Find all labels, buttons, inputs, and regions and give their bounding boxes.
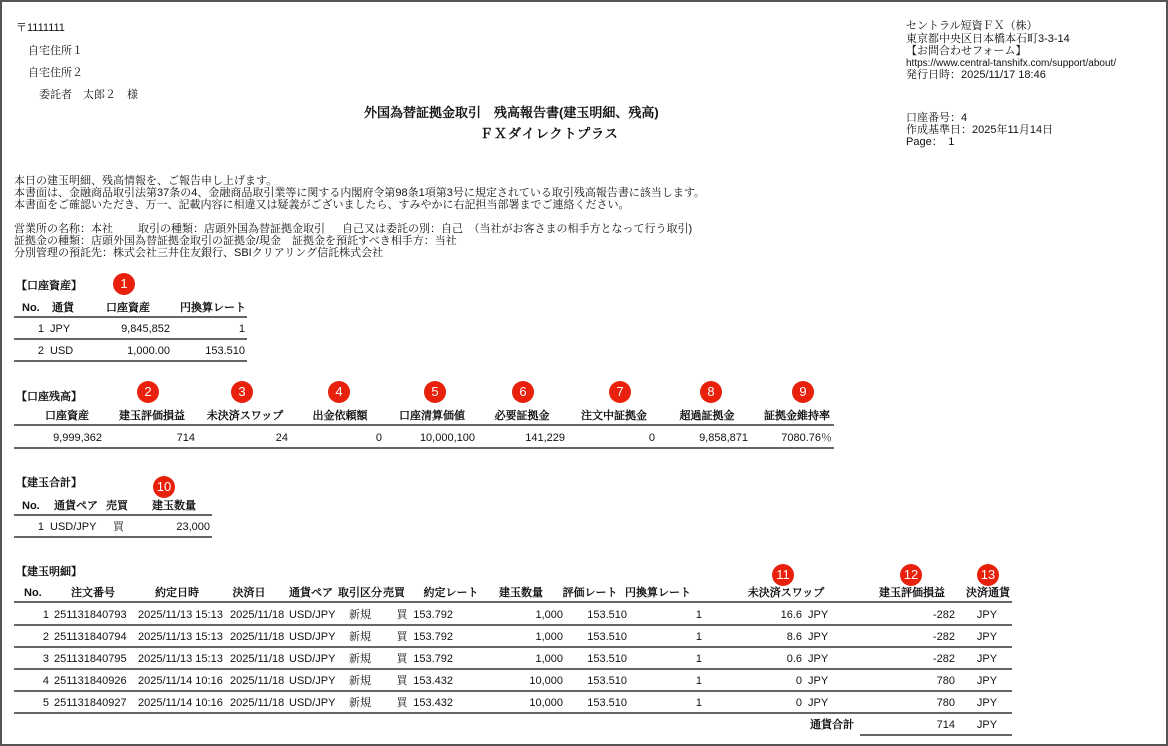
annotation-badge-11: 11: [772, 564, 794, 586]
assets-cell: 9,845,852: [121, 323, 170, 335]
positions-cell: 153.792: [413, 609, 453, 621]
positions-cell: 1: [695, 675, 702, 687]
position-total-cell: 買: [113, 521, 124, 533]
currency-total-value: 714: [936, 719, 955, 731]
base-date: 作成基準日：2025年11月14日: [906, 124, 1054, 136]
position-total-cell: USD/JPY: [50, 521, 97, 533]
balance-header-cell: 口座資産: [45, 410, 89, 422]
positions-cell: 153.792: [413, 653, 453, 665]
positions-cell: JPY: [808, 653, 829, 665]
positions-cell: 2025/11/18: [230, 675, 285, 687]
annotation-badge-3: 3: [231, 381, 253, 403]
positions-cell: 251131840794: [54, 631, 127, 643]
positions-cell: 153.510: [587, 631, 627, 643]
positions-cell: JPY: [808, 697, 829, 709]
positions-cell: -282: [932, 609, 955, 621]
balance-header-cell: 口座清算価値: [399, 410, 465, 422]
assets-cell: USD: [50, 345, 74, 357]
table-rule: [14, 514, 212, 516]
position-total-header-cell: 建玉数量: [152, 500, 196, 512]
balance-header-cell: 証拠金維持率: [764, 410, 830, 422]
positions-header-cell: 円換算レート: [625, 587, 691, 599]
positions-cell: JPY: [976, 675, 998, 687]
positions-cell: 3: [42, 653, 49, 665]
table-rule: [14, 316, 247, 318]
positions-cell: 8.6: [786, 631, 802, 643]
recipient-name: 委託者 太郎２ 様: [39, 89, 138, 101]
balance-value-cell: 714: [176, 432, 195, 444]
intro-line: 本書面をご確認いただき、万一、記載内容に相違又は疑義がございましたら、すみやかに右記担当部署までご連絡ください。: [14, 199, 630, 211]
positions-cell: 153.510: [587, 609, 627, 621]
table-rule: [14, 536, 212, 538]
annotation-badge-1: 1: [113, 273, 135, 295]
positions-cell: 買: [396, 697, 408, 709]
assets-header-cell: 円換算レート: [180, 302, 246, 314]
positions-cell: 780: [936, 675, 955, 687]
assets-header-cell: 口座資産: [106, 302, 150, 314]
positions-header-cell: 未決済スワップ: [747, 587, 825, 599]
currency-total-label: 通貨合計: [810, 719, 854, 731]
annotation-badge-4: 4: [328, 381, 350, 403]
annotation-badge-13: 13: [977, 564, 999, 586]
positions-cell: 10,000: [529, 697, 563, 709]
positions-cell: 2025/11/13 15:13: [138, 631, 223, 643]
table-rule: [14, 712, 1012, 714]
positions-header-cell: 建玉評価損益: [879, 587, 945, 599]
trade-type: 取引の種類：店頭外国為替証拠金取引: [138, 223, 325, 235]
company-name: セントラル短資ＦＸ（株）: [906, 20, 1038, 32]
positions-cell: 1: [695, 653, 702, 665]
balance-value-cell: 7080.76％: [781, 432, 832, 444]
table-rule: [14, 646, 1012, 648]
currency-total-currency: JPY: [976, 719, 998, 731]
positions-cell: 153.510: [587, 697, 627, 709]
annotation-badge-8: 8: [700, 381, 722, 403]
positions-cell: JPY: [808, 675, 829, 687]
page-number: Page： 1: [906, 136, 955, 148]
annotation-badge-6: 6: [512, 381, 534, 403]
positions-cell: 251131840793: [54, 609, 127, 621]
positions-cell: 2025/11/18: [230, 697, 285, 709]
positions-cell: JPY: [976, 697, 998, 709]
positions-cell: 2025/11/13 15:13: [138, 653, 223, 665]
custodian: 分別管理の預託先：株式会社三井住友銀行、SBIクリアリング信託株式会社: [14, 247, 384, 259]
positions-cell: 新規: [349, 631, 371, 643]
positions-header-cell: 取引区分: [338, 587, 382, 599]
positions-cell: 新規: [349, 675, 371, 687]
positions-cell: 2025/11/14 10:16: [138, 697, 223, 709]
positions-cell: 1: [695, 631, 702, 643]
positions-cell: 16.6: [780, 609, 802, 621]
balance-header-cell: 必要証拠金: [494, 410, 550, 422]
positions-cell: USD/JPY: [289, 609, 336, 621]
positions-cell: 10,000: [529, 675, 563, 687]
positions-cell: 2025/11/18: [230, 631, 285, 643]
position-total-header-cell: 通貨ペア: [54, 500, 98, 512]
balance-header-cell: 出金依頼額: [312, 410, 368, 422]
table-rule: [14, 338, 247, 340]
positions-cell: 5: [42, 697, 49, 709]
positions-cell: 780: [936, 697, 955, 709]
positions-cell: JPY: [976, 609, 998, 621]
report-subtitle: ＦＸダイレクトプラス: [480, 126, 619, 141]
positions-cell: 2025/11/13 15:13: [138, 609, 223, 621]
balance-header-cell: 超過証拠金: [679, 410, 735, 422]
annotation-badge-12: 12: [900, 564, 922, 586]
balance-value-cell: 10,000,100: [419, 432, 475, 444]
table-rule: [14, 601, 1012, 603]
positions-cell: 1: [42, 609, 49, 621]
positions-cell: USD/JPY: [289, 675, 336, 687]
account-number: 口座番号：4: [906, 112, 968, 124]
balance-value-cell: 24: [275, 432, 288, 444]
positions-header-cell: 通貨ペア: [289, 587, 333, 599]
positions-header-cell: 建玉数量: [499, 587, 543, 599]
assets-header-cell: No.: [22, 302, 40, 314]
self-or-consign: 自己又は委託の別：自己 （当社がお客さまの相手方となって行う取引): [342, 223, 693, 235]
position-total-header-cell: 売買: [106, 500, 128, 512]
positions-cell: 0: [795, 697, 802, 709]
assets-cell: 1,000.00: [127, 345, 170, 357]
position-total-header-cell: No.: [22, 500, 40, 512]
table-rule: [860, 734, 1012, 736]
positions-header-cell: 決済日: [232, 587, 266, 599]
balance-value-cell: 141,229: [525, 432, 565, 444]
table-rule: [14, 668, 1012, 670]
positions-cell: 1: [695, 697, 702, 709]
assets-header-cell: 通貨: [52, 302, 74, 314]
positions-cell: 2: [42, 631, 49, 643]
positions-cell: 153.792: [413, 631, 453, 643]
annotation-badge-9: 9: [792, 381, 814, 403]
positions-cell: 1,000: [535, 609, 563, 621]
positions-cell: 買: [396, 675, 408, 687]
annotation-badge-5: 5: [424, 381, 446, 403]
positions-cell: 買: [396, 609, 408, 621]
positions-cell: 2025/11/14 10:16: [138, 675, 223, 687]
assets-cell: 1: [37, 323, 44, 335]
positions-cell: USD/JPY: [289, 697, 336, 709]
office-name: 営業所の名称：本社: [14, 223, 113, 235]
positions-cell: 153.432: [413, 697, 453, 709]
report-title: 外国為替証拠金取引 残高報告書(建玉明細、残高): [364, 105, 659, 120]
positions-cell: -282: [932, 653, 955, 665]
positions-cell: 1,000: [535, 631, 563, 643]
positions-cell: 1: [695, 609, 702, 621]
balance-value-cell: 9,999,362: [53, 432, 102, 444]
positions-header-cell: 注文番号: [71, 587, 115, 599]
balance-value-cell: 9,858,871: [699, 432, 748, 444]
contact-label: 【お問合わせフォーム】: [906, 45, 1027, 57]
positions-cell: 153.510: [587, 675, 627, 687]
positions-cell: USD/JPY: [289, 631, 336, 643]
positions-header-cell: 決済通貨: [966, 587, 1010, 599]
positions-cell: 0.6: [786, 653, 802, 665]
positions-cell: 買: [396, 653, 408, 665]
position-total-cell: 1: [37, 521, 44, 533]
positions-cell: JPY: [976, 653, 998, 665]
annotation-badge-10: 10: [153, 476, 175, 498]
assets-cell: 1: [238, 323, 245, 335]
company-address: 東京都中央区日本橋本石町3-3-14: [906, 33, 1070, 45]
positions-cell: JPY: [976, 631, 998, 643]
table-rule: [14, 360, 247, 362]
positions-cell: JPY: [808, 609, 829, 621]
table-rule: [14, 624, 1012, 626]
positions-cell: 251131840926: [54, 675, 127, 687]
positions-header-cell: 評価レート: [562, 587, 618, 599]
annotation-badge-7: 7: [609, 381, 631, 403]
positions-cell: USD/JPY: [289, 653, 336, 665]
balance-header-cell: 未決済スワップ: [206, 410, 284, 422]
positions-header-cell: No.: [24, 587, 42, 599]
balance-value-cell: 0: [375, 432, 382, 444]
positions-cell: 1,000: [535, 653, 563, 665]
postal-code: 〒1111111: [16, 22, 65, 34]
positions-cell: 2025/11/18: [230, 609, 285, 621]
intro-line: 本書面は、金融商品取引法第37条の4、金融商品取引業等に関する内閣府令第98条1項第3号に規定されている取引残高報告書に該当します。: [14, 187, 705, 199]
positions-cell: 新規: [349, 653, 371, 665]
issued-datetime: 発行日時：2025/11/17 18:46: [906, 69, 1046, 81]
balance-value-cell: 0: [648, 432, 655, 444]
margin-type: 証拠金の種類：店頭外国為替証拠金取引の証拠金/現金: [14, 235, 282, 247]
position-total-cell: 23,000: [176, 521, 210, 533]
positions-heading: 【建玉明細】: [16, 566, 82, 578]
positions-cell: 153.432: [413, 675, 453, 687]
positions-cell: 買: [396, 631, 408, 643]
balance-heading: 【口座残高】: [16, 391, 82, 403]
balance-header-cell: 注文中証拠金: [581, 410, 647, 422]
balance-header-cell: 建玉評価損益: [119, 410, 185, 422]
address-line-2: 自宅住所２: [28, 67, 83, 79]
positions-cell: 2025/11/18: [230, 653, 285, 665]
positions-cell: 新規: [349, 609, 371, 621]
intro-line: 本日の建玉明細、残高情報を、ご報告申し上げます。: [14, 175, 278, 187]
positions-header-cell: 約定レート: [423, 587, 479, 599]
position-total-heading: 【建玉合計】: [16, 477, 82, 489]
positions-cell: JPY: [808, 631, 829, 643]
positions-cell: 4: [42, 675, 49, 687]
annotation-badge-2: 2: [137, 381, 159, 403]
assets-heading: 【口座資産】: [16, 280, 82, 292]
positions-cell: 251131840927: [54, 697, 127, 709]
positions-cell: 0: [795, 675, 802, 687]
counterparty: 証拠金を預託すべき相手方：当社: [292, 235, 457, 247]
assets-cell: 2: [37, 345, 44, 357]
positions-header-cell: 約定日時: [155, 587, 199, 599]
positions-header-cell: 売買: [383, 587, 405, 599]
positions-cell: 251131840795: [54, 653, 127, 665]
assets-cell: JPY: [50, 323, 71, 335]
table-rule: [14, 690, 1012, 692]
address-line-1: 自宅住所１: [28, 45, 83, 57]
positions-cell: 153.510: [587, 653, 627, 665]
assets-cell: 153.510: [205, 345, 245, 357]
table-rule: [14, 424, 834, 426]
positions-cell: 新規: [349, 697, 371, 709]
contact-url[interactable]: https://www.central-tanshifx.com/support/about/: [906, 58, 1117, 69]
positions-cell: -282: [932, 631, 955, 643]
table-rule: [14, 447, 834, 449]
